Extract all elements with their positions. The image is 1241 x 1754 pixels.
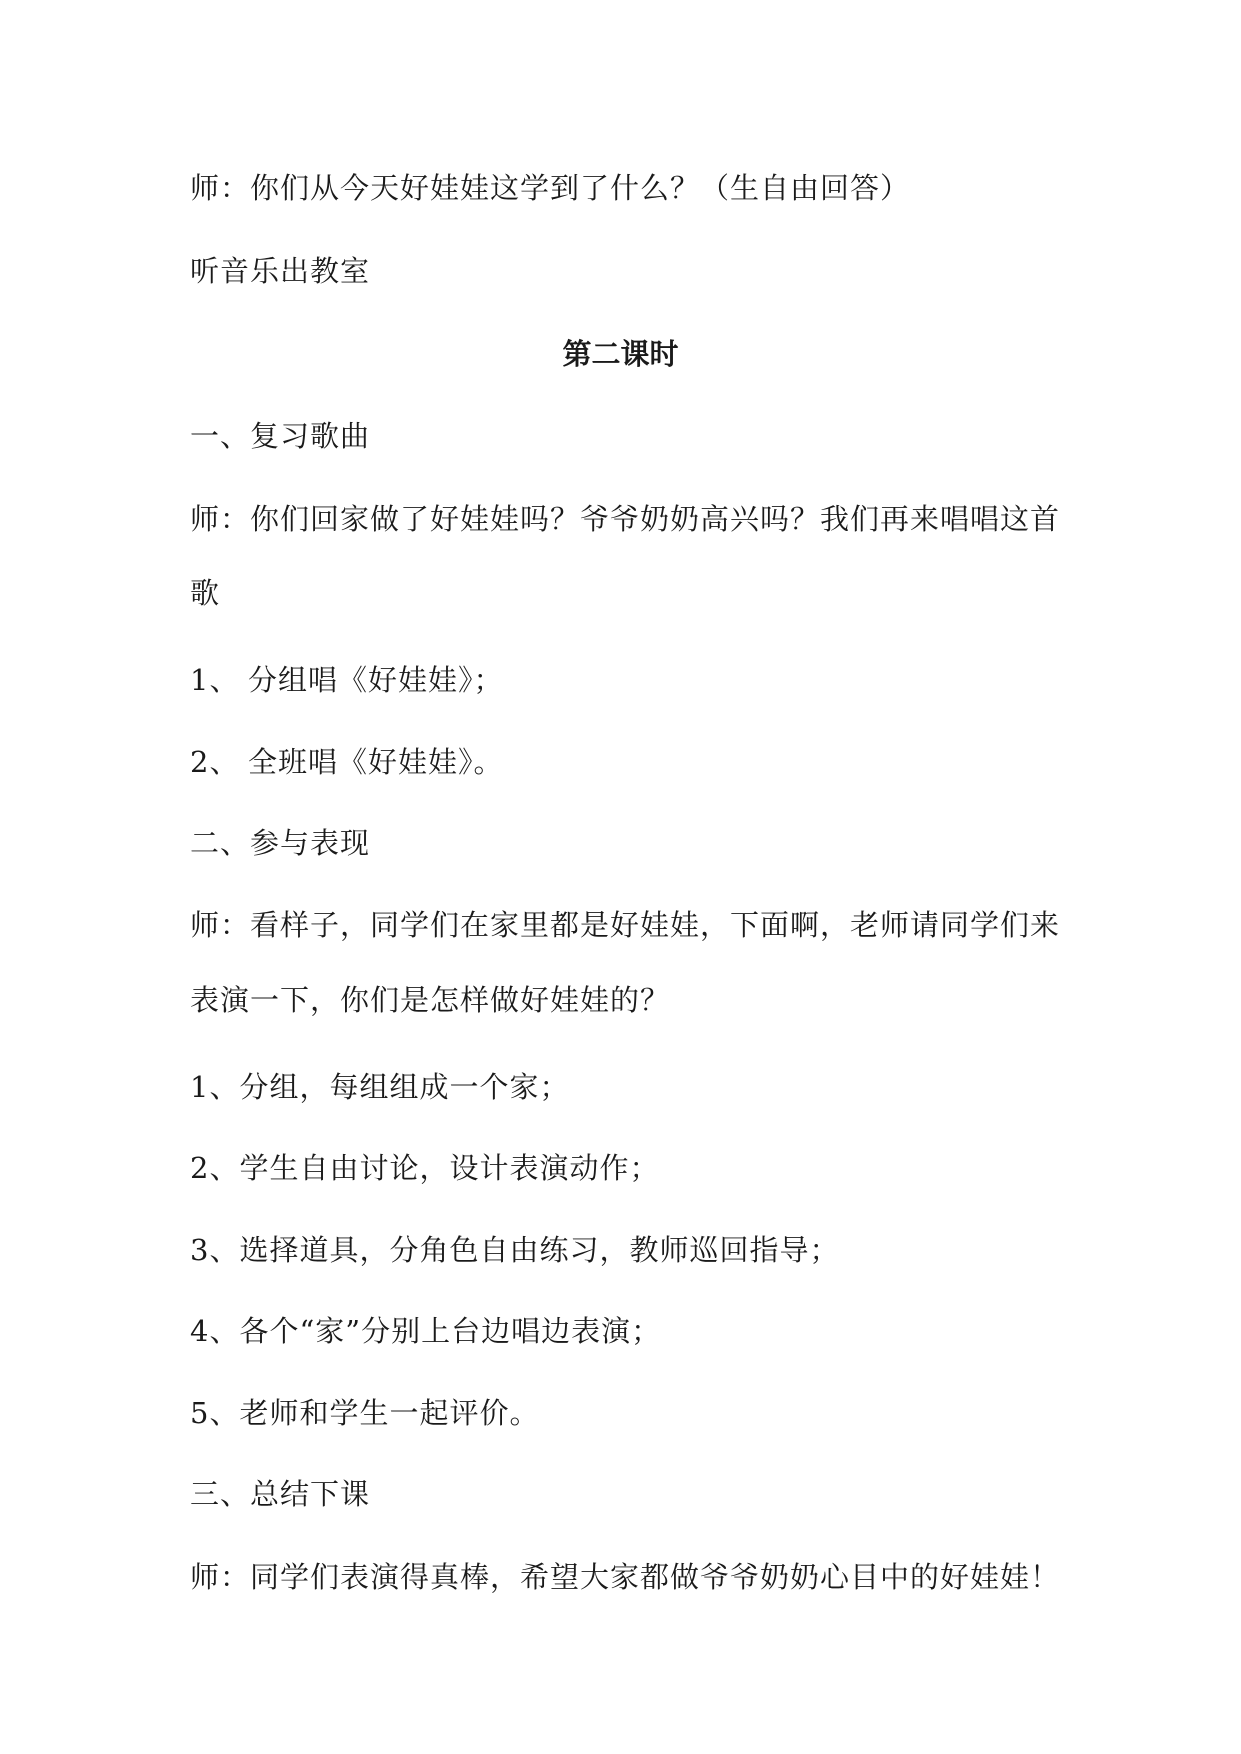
teacher-question: 师：你们从今天好娃娃这学到了什么？（生自由回答） [190,171,911,205]
teacher-line-a: 师：看样子，同学们在家里都是好娃娃，下面啊，老师请同学们来 [190,908,1061,942]
activity-4: 4、各个“家”分别上台边唱边表演； [190,1314,662,1348]
list-text: 分组唱《好娃娃》； [248,663,504,697]
list-number: 2、 [190,745,240,779]
teacher-prompt-line1: 师：你们回家做了好娃娃吗？爷爷奶奶高兴吗？我们再来唱唱这首 [190,502,1061,536]
activity-5: 5、老师和学生一起评价。 [190,1396,540,1430]
section-heading: 第二课时 [562,337,679,371]
leave-classroom: 听音乐出教室 [190,254,371,288]
list-item-2 [190,744,1050,780]
step-three-title: 三、总结下课 [190,1477,371,1511]
list-number: 1、 [190,663,240,697]
list-item-1 [190,662,1050,698]
closing-remark: 师：同学们表演得真棒，希望大家都做爷爷奶奶心目中的好娃娃！ [190,1560,1061,1594]
step-one-title: 一、复习歌曲 [190,419,371,453]
step-two-title: 二、参与表现 [190,826,371,860]
activity-3: 3、选择道具，分角色自由练习，教师巡回指导； [190,1233,840,1267]
teacher-line-b: 表演一下，你们是怎样做好娃娃的？ [190,983,671,1017]
list-text: 全班唱《好娃娃》。 [248,745,504,779]
teacher-prompt-line2: 歌 [190,576,221,610]
activity-2: 2、学生自由讨论，设计表演动作； [190,1151,660,1185]
activity-1: 1、分组，每组组成一个家； [190,1070,570,1104]
